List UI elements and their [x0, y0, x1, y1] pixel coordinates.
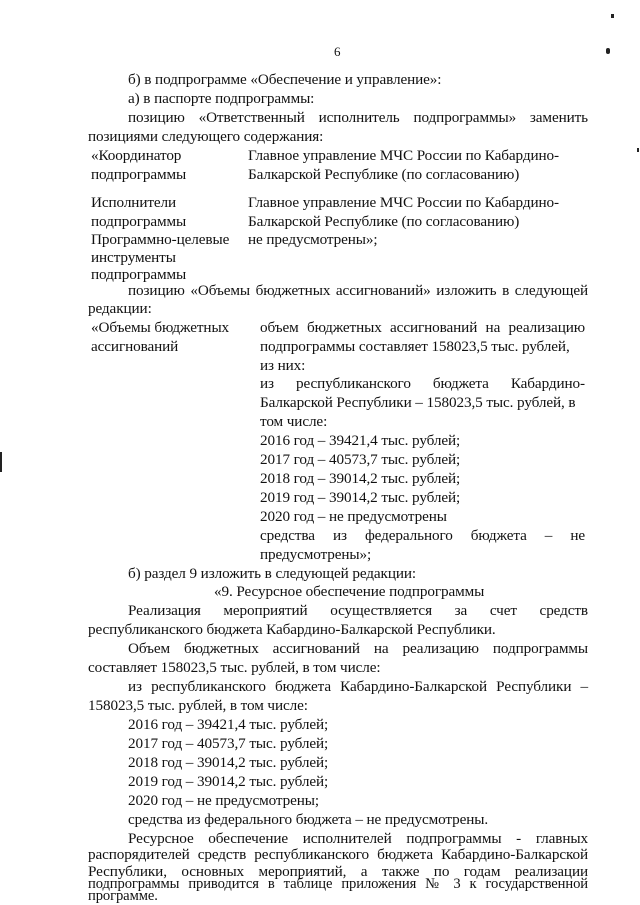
text-line: Объем бюджетных ассигнований на реализацию подпрограммы	[128, 640, 588, 657]
text-line: 2016 год – 39421,4 тыс. рублей;	[128, 716, 329, 733]
table-value: из них:	[260, 357, 306, 374]
table-label: Программно-целевые	[91, 231, 230, 248]
text-line: средства из федерального бюджета – не предусмотрены.	[128, 811, 489, 828]
table-value: Балкарской Республике (по согласованию)	[248, 166, 520, 183]
section-heading: «9. Ресурсное обеспечение подпрограммы	[214, 583, 485, 600]
table-label: инструменты	[91, 249, 176, 266]
table-value: не предусмотрены»;	[248, 231, 378, 248]
scan-mark	[606, 48, 610, 54]
text-line: а) в паспорте подпрограммы:	[128, 90, 315, 107]
table-value: средства из федерального бюджета – не	[260, 527, 585, 544]
text-line: подпрограммы приводится в таблице приложения № 3 к государственной	[88, 876, 588, 892]
scan-mark	[611, 14, 614, 18]
table-value: 2020 год – не предусмотрены	[260, 508, 447, 525]
scan-mark	[0, 452, 2, 472]
table-value: предусмотрены»;	[260, 546, 372, 563]
table-value: подпрограммы составляет 158023,5 тыс. рублей,	[260, 338, 570, 355]
table-label: подпрограммы	[91, 266, 187, 283]
table-value: Главное управление МЧС России по Кабардино-	[248, 194, 559, 211]
text-line: позициями следующего содержания:	[88, 128, 324, 145]
text-line: составляет 158023,5 тыс. рублей, в том числе:	[88, 659, 381, 676]
table-value: объем бюджетных ассигнований на реализацию	[260, 319, 585, 336]
text-line: б) раздел 9 изложить в следующей редакции:	[128, 565, 417, 582]
text-line: республиканского бюджета Кабардино-Балкарской Республики.	[88, 621, 496, 638]
table-value: том числе:	[260, 413, 328, 430]
text-line: 2020 год – не предусмотрены;	[128, 792, 319, 809]
text-line: б) в подпрограмме «Обеспечение и управление»:	[128, 71, 442, 88]
table-label: Исполнители	[91, 194, 177, 211]
text-line: позицию «Объемы бюджетных ассигнований» изложить в следующей	[128, 282, 588, 299]
table-label: ассигнований	[91, 338, 179, 355]
table-value: Главное управление МЧС России по Кабардино-	[248, 147, 559, 164]
text-line: Реализация мероприятий осуществляется за счет средств	[128, 602, 588, 619]
text-line: позицию «Ответственный исполнитель подпрограммы» заменить	[128, 109, 588, 126]
text-line: 2019 год – 39014,2 тыс. рублей;	[128, 773, 329, 790]
text-line: 158023,5 тыс. рублей, в том числе:	[88, 697, 308, 714]
text-line: Республики, основных мероприятий, а также по годам реализации	[88, 863, 588, 880]
table-label: «Объемы бюджетных	[91, 319, 230, 336]
text-line: Ресурсное обеспечение исполнителей подпрограммы - главных	[128, 830, 588, 847]
table-label: «Координатор	[91, 147, 182, 164]
text-line: 2017 год – 40573,7 тыс. рублей;	[128, 735, 329, 752]
table-value: 2019 год – 39014,2 тыс. рублей;	[260, 489, 461, 506]
table-value: Балкарской Республике (по согласованию)	[248, 213, 520, 230]
table-value: из республиканского бюджета Кабардино-	[260, 375, 585, 392]
table-value: 2016 год – 39421,4 тыс. рублей;	[260, 432, 461, 449]
text-line: редакции:	[88, 300, 152, 317]
table-value: 2018 год – 39014,2 тыс. рублей;	[260, 470, 461, 487]
page-number: 6	[334, 44, 341, 59]
scan-mark	[637, 148, 639, 152]
text-line: программе.	[88, 888, 158, 904]
text-line: 2018 год – 39014,2 тыс. рублей;	[128, 754, 329, 771]
text-line: из республиканского бюджета Кабардино-Балкарской Республики –	[128, 678, 588, 695]
text-line: распорядителей средств республиканского бюджета Кабардино-Балкарской	[88, 846, 588, 863]
table-value: Балкарской Республики – 158023,5 тыс. рублей, в	[260, 394, 576, 411]
table-label: подпрограммы	[91, 213, 187, 230]
table-label: подпрограммы	[91, 166, 187, 183]
table-value: 2017 год – 40573,7 тыс. рублей;	[260, 451, 461, 468]
